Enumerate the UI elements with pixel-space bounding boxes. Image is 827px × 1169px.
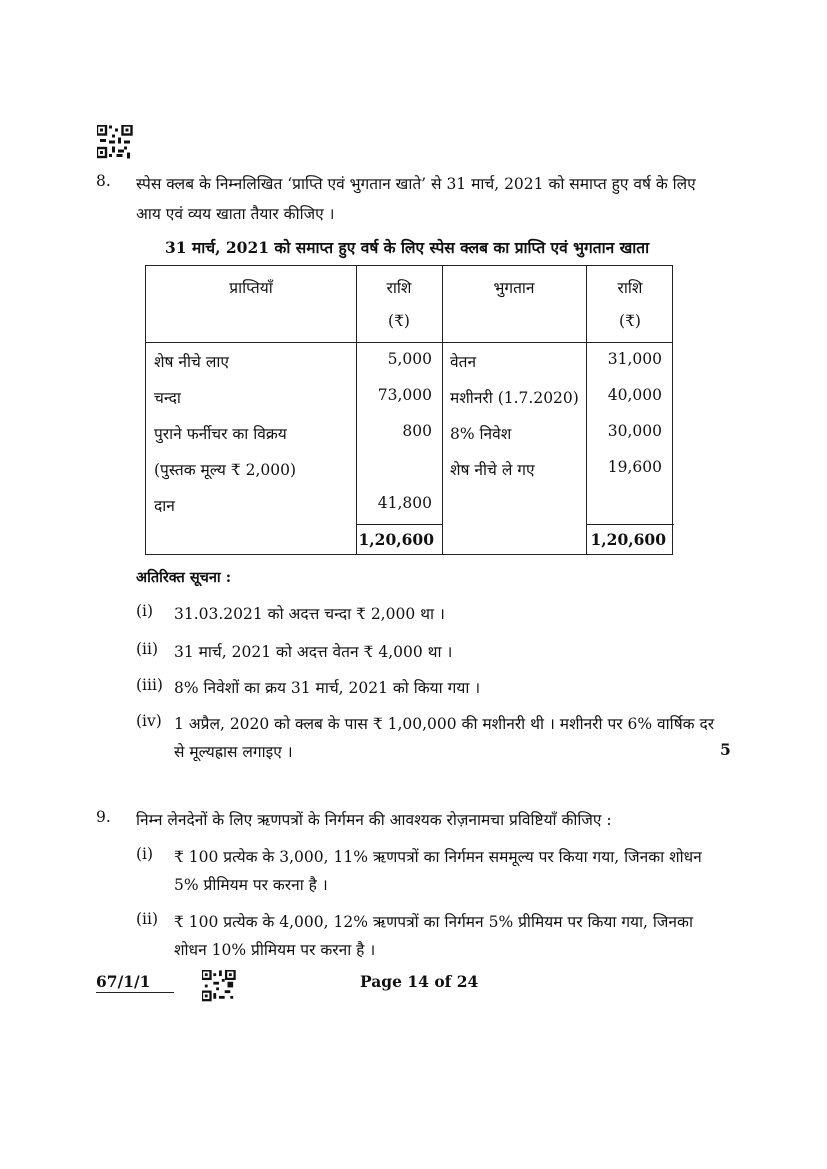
item-text: 8% निवेशों का क्रय 31 मार्च, 2021 को किया गया । (174, 679, 481, 697)
table-title: 31 मार्च, 2021 को समाप्त हुए वर्ष के लिए स्पेस क्लब का प्राप्ति एवं भुगतान खाता (165, 238, 650, 257)
receipt-label: दान (154, 497, 175, 515)
item-label: (i) (136, 845, 154, 863)
header-amount: राशि (386, 279, 412, 297)
receipt-amount: 41,800 (377, 494, 432, 512)
receipt-amount: 5,000 (387, 350, 432, 368)
item-text: 1 अप्रैल, 2020 को क्लब के पास ₹ 1,00,000 की मशीनरी थी । मशीनरी पर 6% वार्षिक दर (174, 715, 715, 733)
item-label: (iii) (136, 676, 163, 694)
question-8-number: 8. (96, 172, 111, 190)
item-text: ₹ 100 प्रत्येक के 3,000, 11% ऋणपत्रों का निर्गमन सममूल्य पर किया गया, जिनका शोधन (174, 848, 702, 866)
item-label: (i) (136, 602, 154, 620)
header-payments: भुगतान (493, 279, 535, 297)
header-amount: राशि (617, 279, 643, 297)
receipt-label: शेष नीचे लाए (154, 353, 229, 371)
item-label: (ii) (136, 640, 159, 658)
payment-amount: 30,000 (607, 422, 662, 440)
receipt-label: चन्दा (154, 389, 181, 407)
item-text: 31 मार्च, 2021 को अदत्त वेतन ₹ 4,000 था । (174, 643, 453, 661)
item-text: से मूल्यह्रास लगाइए । (174, 743, 293, 761)
item-label: (ii) (136, 910, 159, 928)
qr-code-icon (97, 125, 133, 159)
payment-label: मशीनरी (1.7.2020) (450, 389, 579, 407)
item-text: 31.03.2021 को अदत्त चन्दा ₹ 2,000 था । (174, 605, 445, 623)
total-payments: 1,20,600 (590, 530, 666, 549)
receipt-label: पुराने फर्नीचर का विक्रय (154, 425, 287, 443)
item-text: ₹ 100 प्रत्येक के 4,000, 12% ऋणपत्रों का निर्गमन 5% प्रीमियम पर किया गया, जिनका (174, 913, 693, 931)
receipt-amount: 73,000 (377, 386, 432, 404)
header-receipts: प्राप्तियाँ (229, 279, 273, 297)
receipt-label: (पुस्तक मूल्य ₹ 2,000) (154, 461, 297, 479)
question-9-text: निम्न लेनदेनों के लिए ऋणपत्रों के निर्गमन की आवश्यक रोज़नामचा प्रविष्टियाँ कीजिए : (136, 811, 612, 829)
header-amount-unit: (₹) (388, 312, 410, 330)
payment-amount: 19,600 (607, 458, 662, 476)
marks: 5 (720, 740, 731, 759)
item-text: 5% प्रीमियम पर करना है । (174, 876, 328, 894)
paper-code: 67/1/1 (96, 972, 151, 991)
total-receipts: 1,20,600 (358, 530, 434, 549)
payment-amount: 40,000 (607, 386, 662, 404)
item-text: शोधन 10% प्रीमियम पर करना है । (174, 941, 376, 959)
item-label: (iv) (136, 712, 162, 730)
footer-rule (96, 992, 174, 993)
payment-label: वेतन (450, 353, 477, 371)
header-amount-unit: (₹) (619, 312, 641, 330)
qr-code-icon (202, 970, 236, 1002)
question-9-number: 9. (96, 808, 111, 826)
payment-label: 8% निवेश (450, 425, 512, 443)
receipt-amount: 800 (402, 422, 432, 440)
payment-amount: 31,000 (607, 350, 662, 368)
payment-label: शेष नीचे ले गए (450, 461, 535, 479)
additional-info-title: अतिरिक्त सूचना : (136, 569, 232, 586)
page-number: Page 14 of 24 (360, 972, 479, 991)
question-8-text-line2: आय एवं व्यय खाता तैयार कीजिए । (136, 205, 335, 223)
question-8-text-line1: स्पेस क्लब के निम्नलिखित ‘प्राप्ति एवं भुगतान खाते’ से 31 मार्च, 2021 को समाप्त हुए वर्ष के लिए (136, 175, 696, 193)
receipts-payments-table (145, 265, 673, 555)
